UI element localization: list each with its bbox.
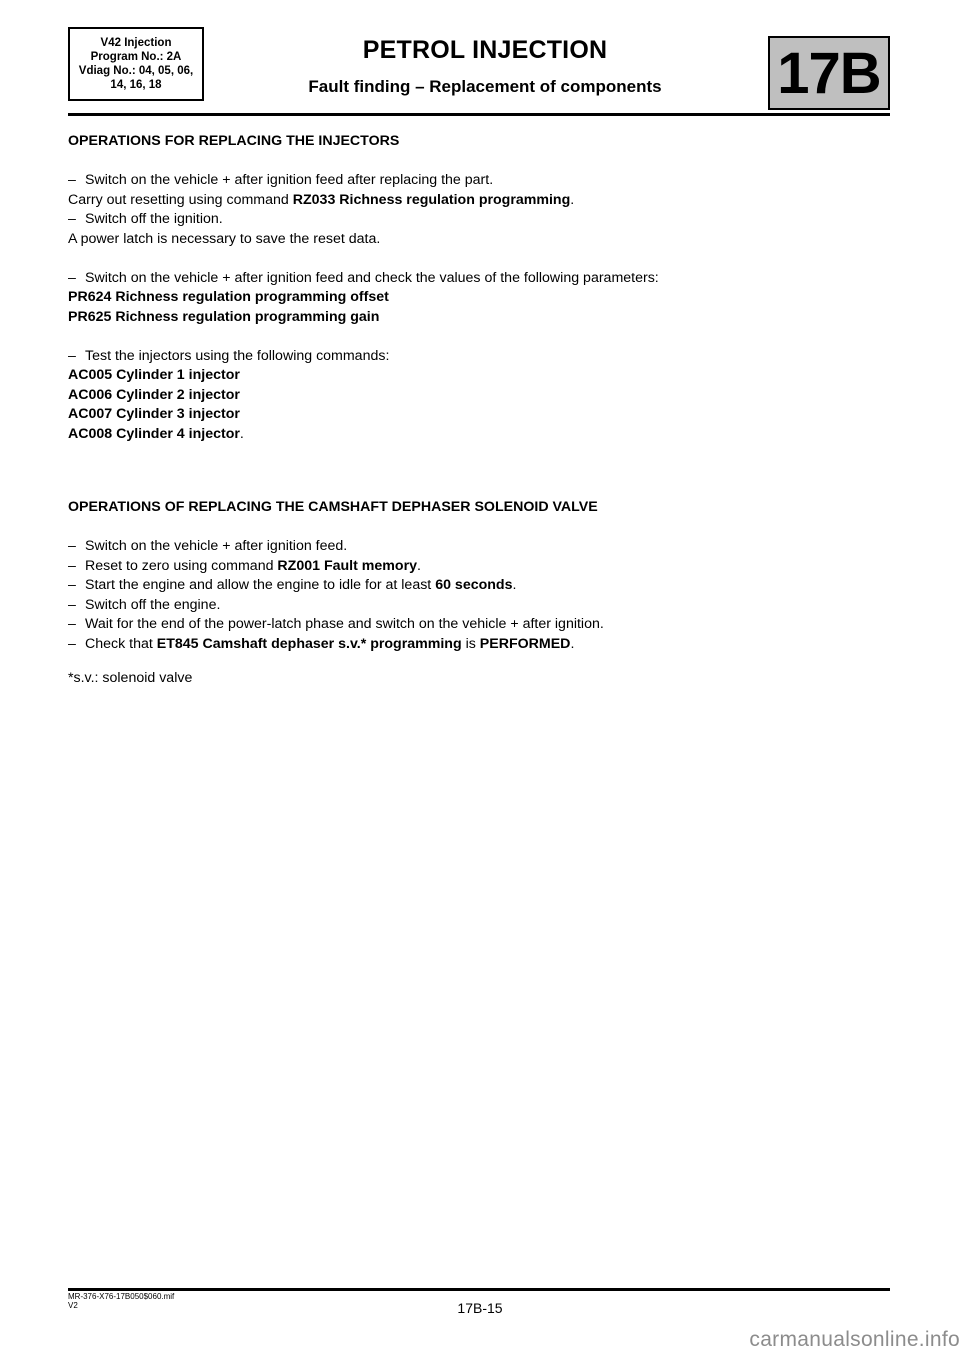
watermark: carmanualsonline.info [749, 1328, 960, 1351]
command-line: AC006 Cylinder 2 injector [68, 386, 240, 403]
instruction-line: – Check that ET845 Camshaft dephaser s.v.* programming is PERFORMED. [68, 635, 575, 652]
document-body [68, 132, 890, 689]
footnote: *s.v.: solenoid valve [68, 670, 193, 686]
page-subtitle: Fault finding – Replacement of components [308, 77, 662, 96]
section-code-badge: 17B [768, 36, 890, 110]
command-line: AC005 Cylinder 1 injector [68, 367, 240, 383]
parameter-line: PR625 Richness regulation programming gain [68, 308, 380, 325]
instruction-line: A power latch is necessary to save the reset data. [68, 230, 381, 247]
instruction-line: – Switch on the vehicle + after ignition feed after replacing the part. [68, 172, 494, 188]
command-line: AC007 Cylinder 3 injector [68, 406, 240, 422]
instruction-line: – Test the injectors using the following commands: [68, 347, 390, 364]
section-heading-camshaft: OPERATIONS OF REPLACING THE CAMSHAFT DEPHASER SOLENOID VALVE [68, 499, 598, 515]
header-divider [68, 113, 890, 116]
parameter-line: PR624 Richness regulation programming offset [68, 289, 389, 305]
instruction-line: – Switch off the engine. [68, 596, 221, 613]
instruction-line: – Switch off the ignition. [68, 211, 223, 227]
instruction-line: – Start the engine and allow the engine to idle for at least 60 seconds. [68, 577, 517, 593]
file-reference: MR-376-X76-17B050$060.mif [68, 1292, 175, 1301]
instruction-line: Carry out resetting using command RZ033 Richness regulation programming. [68, 191, 575, 208]
section-heading-injectors: OPERATIONS FOR REPLACING THE INJECTORS [68, 133, 400, 149]
vehicle-info-box [68, 27, 204, 101]
info-line-1: V42 Injection [100, 37, 172, 49]
version-label: V2 [68, 1301, 78, 1310]
info-line-3: Vdiag No.: 04, 05, 06, [78, 65, 194, 77]
info-line-4: 14, 16, 18 [110, 79, 162, 91]
instruction-line: – Switch on the vehicle + after ignition feed and check the values of the following parameters: [68, 269, 659, 286]
command-line: AC008 Cylinder 4 injector. [68, 425, 244, 442]
instruction-line: – Reset to zero using command RZ001 Fault memory. [68, 557, 421, 574]
info-line-2: Program No.: 2A [90, 51, 182, 63]
instruction-line: – Wait for the end of the power-latch phase and switch on the vehicle + after ignition. [68, 616, 604, 632]
page-number: 17B-15 [457, 1300, 503, 1316]
instruction-line: – Switch on the vehicle + after ignition feed. [68, 538, 348, 554]
footer-divider [68, 1288, 890, 1291]
page-title: PETROL INJECTION [362, 36, 608, 64]
